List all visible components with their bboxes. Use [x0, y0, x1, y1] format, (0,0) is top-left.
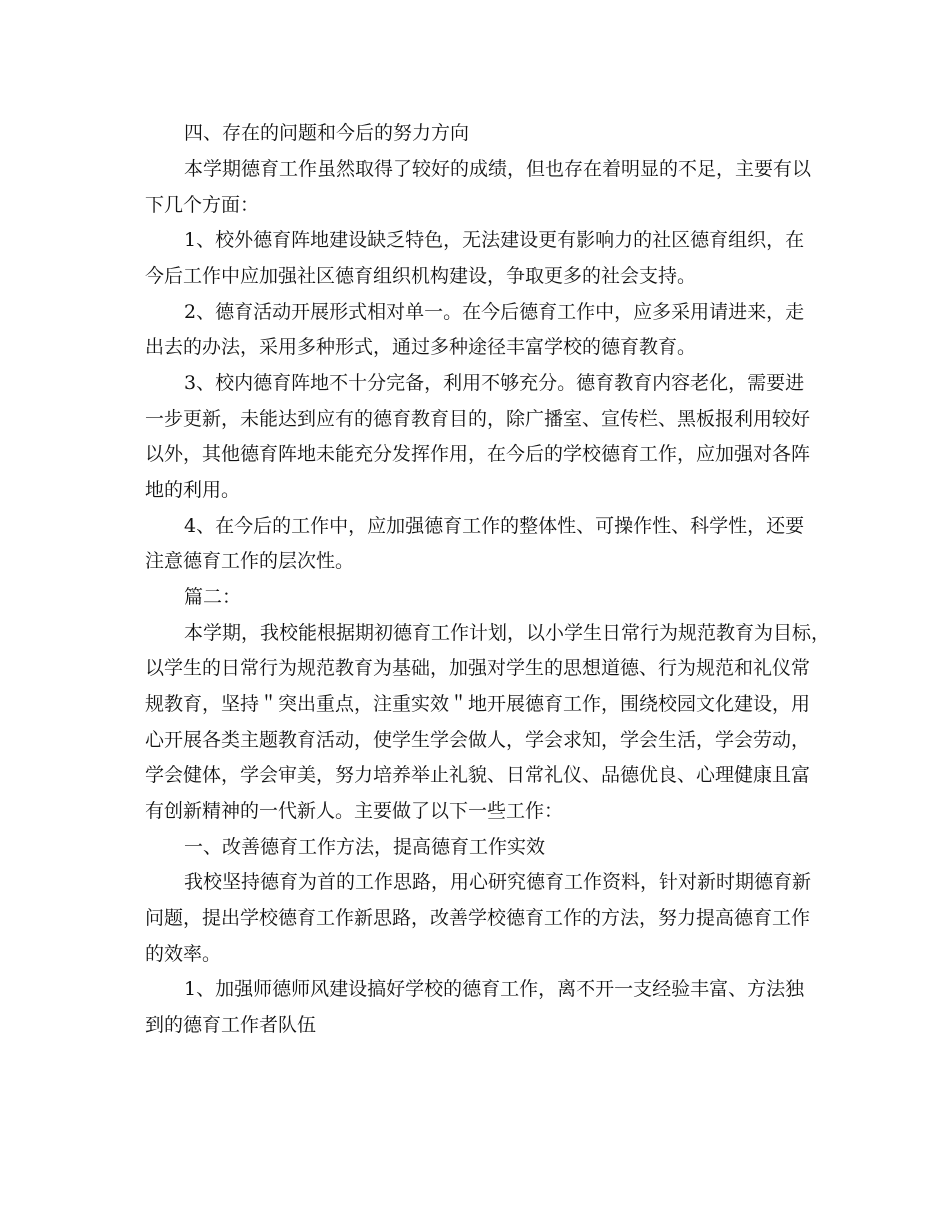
paragraph-line: 本学期德育工作虽然取得了较好的成绩，但也存在着明显的不足，主要有以 — [184, 158, 812, 180]
paragraph-line: 今后工作中应加强社区德育组织机构建设，争取更多的社会支持。 — [145, 265, 697, 287]
section-heading-problems: 四、存在的问题和今后的努力方向 — [184, 122, 470, 144]
paragraph-line: 学会健体，学会审美，努力培养举止礼貌、日常礼仪、品德优良、心理健康且富 — [145, 764, 811, 786]
paragraph-line: 规教育，坚持＂突出重点，注重实效＂地开展德育工作，围绕校园文化建设，用 — [145, 693, 811, 715]
paragraph-line: 以外，其他德育阵地未能充分发挥作用，在今后的学校德育工作，应加强对各阵 — [145, 443, 811, 465]
paragraph-line: 3、校内德育阵地不十分完备，利用不够充分。德育教育内容老化，需要进 — [184, 372, 805, 394]
paragraph-line: 地的利用。 — [145, 479, 241, 501]
paragraph-line: 到的德育工作者队伍 — [145, 1014, 317, 1036]
paragraph-line: 2、德育活动开展形式相对单一。在今后德育工作中，应多采用请进来，走 — [184, 301, 805, 323]
paragraph-line: 1、加强师德师风建设搞好学校的德育工作，离不开一支经验丰富、方法独 — [184, 978, 805, 1000]
paragraph-line: 4、在今后的工作中，应加强德育工作的整体性、可操作性、科学性，还要 — [184, 515, 805, 537]
paragraph-line: 下几个方面： — [145, 194, 260, 216]
paragraph-line: 出去的办法，采用多种形式，通过多种途径丰富学校的德育教育。 — [145, 336, 697, 358]
paragraph-line: 我校坚持德育为首的工作思路，用心研究德育工作资料，针对新时期德育新 — [184, 871, 812, 893]
paragraph-line: 1、校外德育阵地建设缺乏特色，无法建设更有影响力的社区德育组织，在 — [184, 229, 805, 251]
paragraph-line: 的效率。 — [145, 943, 222, 965]
section-heading-part-two: 篇二： — [184, 586, 242, 608]
section-heading-methods: 一、改善德育工作方法，提高德育工作实效 — [184, 836, 546, 858]
paragraph-line: 以学生的日常行为规范教育为基础，加强对学生的思想道德、行为规范和礼仪常 — [145, 657, 811, 679]
paragraph-line: 心开展各类主题教育活动，使学生学会做人，学会求知，学会生活，学会劳动， — [145, 729, 811, 751]
paragraph-line: 一步更新，未能达到应有的德育教育目的，除广播室、宣传栏、黑板报利用较好 — [145, 408, 811, 430]
paragraph-line: 有创新精神的一代新人。主要做了以下一些工作： — [145, 800, 564, 822]
paragraph-line: 问题，提出学校德育工作新思路，改善学校德育工作的方法，努力提高德育工作 — [145, 907, 811, 929]
paragraph-line: 注意德育工作的层次性。 — [145, 550, 355, 572]
paragraph-line: 本学期，我校能根据期初德育工作计划，以小学生日常行为规范教育为目标， — [184, 622, 831, 644]
